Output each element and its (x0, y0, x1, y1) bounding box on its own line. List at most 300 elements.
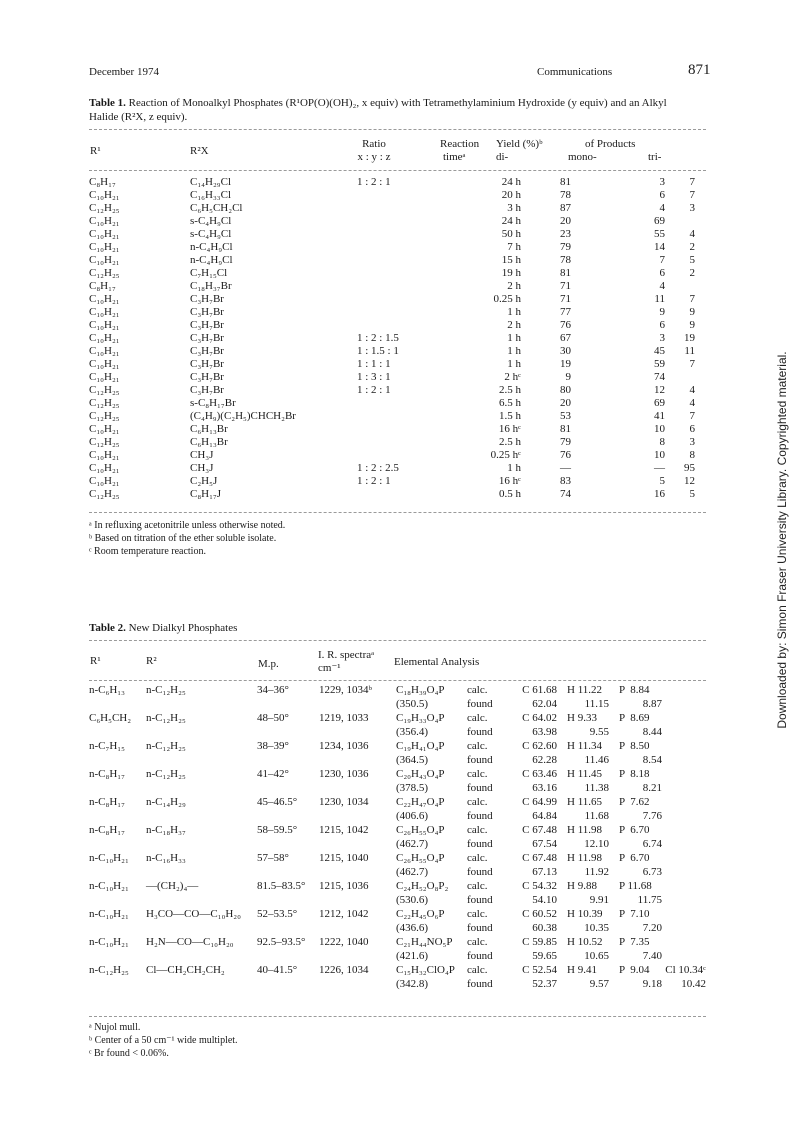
table2-body (89, 683, 706, 991)
t2-calc-x (662, 879, 706, 893)
t2-calc-p: P 8.69 (619, 712, 650, 724)
t2-formula: C₂₆H₅₅O₄P (396, 852, 445, 864)
table1-row (89, 423, 695, 436)
t1-ratio: 1 : 2 : 2.5 (357, 462, 399, 474)
table1-row (89, 280, 695, 293)
t2-calc-c: C 67.48 (522, 852, 557, 864)
t2-calc-label: calc. (467, 740, 488, 752)
table2-row-calc (89, 711, 706, 725)
t1-time: 2 h (507, 319, 521, 331)
table1-header-time: timeᵃ (443, 151, 466, 163)
t2-found-h: 11.68 (584, 810, 609, 822)
t1-r2x: C₁₆H₃₃Cl (190, 189, 232, 201)
table2-footnote-b: ᵇ Center of a 50 cm⁻¹ wide multiplet. (89, 1035, 238, 1046)
t1-tri: 11 (684, 345, 695, 357)
t1-r2x: C₃H₇Br (190, 332, 224, 344)
t1-mono: 16 (654, 488, 665, 500)
t2-blank (319, 977, 396, 991)
t1-mono: 69 (654, 215, 665, 227)
t1-tri: 6 (689, 423, 695, 435)
running-header-section: Communications (537, 66, 613, 78)
t1-tri (665, 371, 695, 384)
t2-ir: 1222, 1040 (319, 936, 369, 948)
t2-blank (257, 809, 319, 823)
t2-found-p: 7.40 (642, 950, 662, 962)
table2-row-calc (89, 879, 706, 893)
t1-di: 81 (560, 423, 571, 435)
t1-di: 79 (560, 436, 571, 448)
t2-calc-x (662, 683, 706, 697)
t2-calc-x (662, 795, 706, 809)
t1-r2x: C₃H₇Br (190, 293, 224, 305)
t1-tri: 7 (689, 176, 695, 188)
table1-row (89, 241, 695, 254)
t2-formula: C₂₄H₅₂O₈P₂ (396, 880, 449, 892)
table1-row (89, 267, 695, 280)
t1-ratio (335, 410, 461, 423)
t2-calc-label: calc. (467, 684, 488, 696)
t1-di: 76 (560, 319, 571, 331)
t2-found-label: found (467, 698, 493, 710)
t1-time: 2.5 h (499, 436, 521, 448)
t1-r1: C₁₂H₂₅ (89, 397, 120, 409)
t1-tri: 4 (689, 384, 695, 396)
t1-tri: 3 (689, 436, 695, 448)
t2-r2: n-C₁₈H₃₇ (146, 824, 186, 836)
t1-r2x: s-C₈H₁₇Br (190, 397, 236, 409)
t2-found-x (662, 865, 706, 879)
t2-r1: n-C₁₀H₂₁ (89, 852, 129, 864)
t1-time: 3 h (507, 202, 521, 214)
t2-mp: 34–36° (257, 684, 289, 696)
t1-di: 87 (560, 202, 571, 214)
t2-blank (146, 921, 257, 935)
t2-blank (146, 837, 257, 851)
t1-r1: C₁₀H₂₁ (89, 462, 120, 474)
t2-mw: (436.6) (396, 922, 429, 934)
t2-found-label: found (467, 894, 493, 906)
t1-r1: C₈H₁₇ (89, 176, 116, 188)
t2-found-x (662, 781, 706, 795)
t2-blank (257, 753, 319, 767)
t1-time: 20 h (501, 189, 521, 201)
t1-time: 2 hᶜ (504, 371, 521, 383)
t2-mp: 38–39° (257, 740, 289, 752)
t2-blank (146, 697, 257, 711)
t2-calc-x: Cl 10.34ᶜ (665, 964, 706, 976)
t2-formula: C₂₀H₄₃O₄P (396, 768, 445, 780)
t2-ir: 1230, 1036 (319, 768, 369, 780)
t2-blank (89, 893, 146, 907)
t2-found-x: 10.42 (681, 978, 706, 990)
table1-footnote-b: ᵇ Based on titration of the ether soluble isolate. (89, 533, 277, 544)
t1-r2x: s-C₄H₉Cl (190, 228, 232, 240)
t1-di: 81 (560, 176, 571, 188)
t1-ratio: 1 : 1.5 : 1 (357, 345, 399, 357)
t2-blank (319, 809, 396, 823)
t2-found-p: 8.21 (642, 782, 662, 794)
t2-blank (146, 809, 257, 823)
t2-found-label: found (467, 810, 493, 822)
t1-ratio: 1 : 2 : 1 (357, 384, 391, 396)
t2-calc-label: calc. (467, 768, 488, 780)
table2-caption (89, 622, 237, 635)
t2-found-p: 8.54 (642, 754, 662, 766)
t1-di: 78 (560, 189, 571, 201)
t2-blank (89, 949, 146, 963)
t1-r2x: C₃H₇Br (190, 358, 224, 370)
t2-formula: C₁₉H₃₃O₄P (396, 712, 445, 724)
t1-time: 1.5 h (499, 410, 521, 422)
t1-mono: 4 (659, 202, 665, 214)
t2-mw: (530.6) (396, 894, 429, 906)
t2-mp: 92.5–93.5° (257, 936, 306, 948)
table1-row (89, 371, 695, 384)
table2-row-found (89, 781, 706, 795)
t2-calc-h: H 9.33 (567, 712, 597, 724)
t1-r1: C₈H₁₇ (89, 280, 116, 292)
t1-r1: C₁₀H₂₁ (89, 228, 120, 240)
t1-di: 83 (560, 475, 571, 487)
t1-r1: C₁₂H₂₅ (89, 384, 120, 396)
t1-tri: 9 (689, 306, 695, 318)
t2-r1: C₆H₅CH₂ (89, 712, 132, 724)
t2-calc-c: C 63.46 (522, 768, 557, 780)
t2-found-c: 67.13 (532, 866, 557, 878)
t1-ratio (335, 488, 461, 501)
table1-row (89, 332, 695, 345)
table1-header-reaction: Reaction (440, 138, 480, 150)
table1-footnote-a: ᵃ In refluxing acetonitrile unless otherwise noted. (89, 520, 286, 531)
t1-time: 1 h (507, 332, 521, 344)
t2-blank (257, 921, 319, 935)
t1-r1: C₁₂H₂₅ (89, 410, 120, 422)
t1-di: 71 (560, 280, 571, 292)
t1-r1: C₁₀H₂₁ (89, 358, 120, 370)
t2-found-c: 67.54 (532, 838, 557, 850)
t2-calc-c: C 64.02 (522, 712, 557, 724)
t2-calc-label: calc. (467, 880, 488, 892)
t1-time: 0.5 h (499, 488, 521, 500)
t1-r2x: CH₃J (190, 462, 214, 474)
t1-r1: C₁₀H₂₁ (89, 254, 120, 266)
t1-r2x: CH₃J (190, 449, 214, 461)
t1-ratio (335, 228, 461, 241)
table2-row-calc (89, 907, 706, 921)
t2-blank (319, 697, 396, 711)
t2-found-x (662, 921, 706, 935)
table1-row (89, 462, 695, 475)
t1-time: 2 h (507, 280, 521, 292)
table2-row-found (89, 893, 706, 907)
t2-found-h: 9.55 (589, 726, 609, 738)
table2-header-r2: R² (146, 655, 157, 667)
table1-header-ratio: Ratio (362, 138, 386, 150)
t2-calc-p: P 7.62 (619, 796, 650, 808)
table1-row (89, 293, 695, 306)
table1-row (89, 475, 695, 488)
table2-label: Table 2. (89, 622, 126, 634)
t1-time: 16 hᶜ (498, 475, 521, 487)
t1-tri: 7 (689, 358, 695, 370)
t2-formula: C₂₆H₅₅O₄P (396, 824, 445, 836)
table1-row (89, 488, 695, 501)
t1-r2x: C₆H₁₃Br (190, 436, 228, 448)
t1-r2x: C₁₈H₃₇Br (190, 280, 232, 292)
t1-r2x: n-C₄H₉Cl (190, 254, 233, 266)
t2-blank (257, 893, 319, 907)
t1-r2x: C₃H₇Br (190, 371, 224, 383)
t2-r1: n-C₈H₁₇ (89, 824, 125, 836)
t1-ratio (335, 436, 461, 449)
table1-top-rule (89, 129, 706, 130)
t2-blank (146, 893, 257, 907)
table1-row (89, 410, 695, 423)
table2-row-found (89, 837, 706, 851)
t2-r2: n-C₁₂H₂₅ (146, 684, 186, 696)
t2-calc-p: P 6.70 (619, 824, 650, 836)
t2-blank (89, 837, 146, 851)
t2-found-p: 8.44 (642, 726, 662, 738)
t1-di: 77 (560, 306, 571, 318)
t2-r2: n-C₁₆H₃₃ (146, 852, 186, 864)
t2-found-label: found (467, 838, 493, 850)
t1-r1: C₁₀H₂₁ (89, 332, 120, 344)
table2-bottom-rule (89, 1016, 706, 1017)
t2-calc-p: P 8.18 (619, 768, 650, 780)
table1-row (89, 228, 695, 241)
t2-found-c: 52.37 (532, 978, 557, 990)
t2-blank (319, 837, 396, 851)
t1-ratio: 1 : 1 : 1 (357, 358, 391, 370)
t2-found-x (662, 809, 706, 823)
t2-r1: n-C₈H₁₇ (89, 768, 125, 780)
table1-body (89, 176, 695, 501)
t2-calc-h: H 10.52 (567, 936, 603, 948)
t2-calc-p: P 7.35 (619, 936, 650, 948)
t1-mono: 9 (659, 306, 665, 318)
t1-tri: 19 (684, 332, 695, 344)
t1-time: 15 h (501, 254, 521, 266)
t2-calc-p: P 9.04 (619, 964, 650, 976)
t1-di: 76 (560, 449, 571, 461)
table2-footnote-c: ᶜ Br found < 0.06%. (89, 1048, 169, 1059)
t1-di: 71 (560, 293, 571, 305)
t1-time: 1 h (507, 345, 521, 357)
t2-found-c: 59.65 (532, 950, 557, 962)
t2-calc-x (662, 739, 706, 753)
t1-time: 24 h (501, 215, 521, 227)
t2-calc-x (662, 851, 706, 865)
t2-blank (146, 977, 257, 991)
t2-ir: 1229, 1034ᵇ (319, 684, 372, 696)
t2-ir: 1215, 1036 (319, 880, 369, 892)
running-header-date: December 1974 (89, 66, 159, 78)
t2-r2: Cl—CH₂CH₂CH₂ (146, 964, 225, 976)
t1-tri: 4 (689, 397, 695, 409)
table2-row-calc (89, 851, 706, 865)
t2-ir: 1219, 1033 (319, 712, 369, 724)
t2-found-p: 7.76 (642, 810, 662, 822)
t2-found-p: 9.18 (642, 978, 662, 990)
t2-mw: (406.6) (396, 810, 429, 822)
table1-header-r1: R¹ (90, 145, 101, 157)
t2-found-p: 11.75 (637, 894, 662, 906)
t2-blank (319, 949, 396, 963)
t2-r1: n-C₇H₁₅ (89, 740, 125, 752)
t1-time: 0.25 hᶜ (490, 449, 521, 461)
t2-blank (146, 725, 257, 739)
t1-r2x: C₂H₅J (190, 475, 218, 487)
t2-calc-label: calc. (467, 712, 488, 724)
table1-row (89, 358, 695, 371)
t1-r1: C₁₀H₂₁ (89, 345, 120, 357)
table2-row-found (89, 753, 706, 767)
t2-calc-label: calc. (467, 908, 488, 920)
t2-calc-c: C 64.99 (522, 796, 557, 808)
t1-ratio: 1 : 3 : 1 (357, 371, 391, 383)
t2-formula: C₂₂H₄₅O₆P (396, 908, 445, 920)
t1-time: 1 h (507, 462, 521, 474)
t1-ratio (335, 449, 461, 462)
t2-mp: 58–59.5° (257, 824, 298, 836)
t1-mono: 8 (659, 436, 665, 448)
t2-found-label: found (467, 866, 493, 878)
t2-calc-c: C 54.32 (522, 880, 557, 892)
t1-tri: 3 (689, 202, 695, 214)
t2-r2: n-C₁₂H₂₅ (146, 712, 186, 724)
table1-row (89, 254, 695, 267)
t2-calc-c: C 61.68 (522, 684, 557, 696)
t1-mono: 7 (659, 254, 665, 266)
table2-row-found (89, 865, 706, 879)
t1-ratio (335, 319, 461, 332)
table2-header-ir-unit: cm⁻¹ (318, 662, 341, 674)
t2-mp: 45–46.5° (257, 796, 298, 808)
t2-mp: 48–50° (257, 712, 289, 724)
t2-found-c: 60.38 (532, 922, 557, 934)
table2-row-calc (89, 935, 706, 949)
t1-time: 2.5 h (499, 384, 521, 396)
t2-blank (319, 753, 396, 767)
t2-r2: H₂N—CO—C₁₀H₂₀ (146, 936, 234, 948)
t2-ir: 1226, 1034 (319, 964, 369, 976)
t2-blank (257, 697, 319, 711)
t2-r1: n-C₁₀H₂₁ (89, 908, 129, 920)
t2-blank (257, 865, 319, 879)
t1-tri: 7 (689, 189, 695, 201)
t2-calc-x (662, 907, 706, 921)
t1-tri: 8 (689, 449, 695, 461)
t1-r1: C₁₂H₂₅ (89, 202, 120, 214)
t2-calc-p: P 11.68 (619, 880, 652, 892)
t2-blank (146, 753, 257, 767)
t1-time: 6.5 h (499, 397, 521, 409)
t2-mw: (350.5) (396, 698, 429, 710)
t1-ratio: 1 : 2 : 1 (357, 475, 391, 487)
t2-blank (257, 725, 319, 739)
t1-ratio (335, 306, 461, 319)
t2-formula: C₁₈H₃₉O₄P (396, 684, 445, 696)
t1-r2x: (C₄H₉)(C₂H₅)CHCH₂Br (190, 410, 296, 422)
t2-found-c: 64.84 (532, 810, 557, 822)
t2-blank (319, 725, 396, 739)
t1-time: 1 h (507, 306, 521, 318)
t2-found-h: 11.15 (584, 698, 609, 710)
t1-mono: 12 (654, 384, 665, 396)
t2-calc-label: calc. (467, 796, 488, 808)
t2-calc-h: H 11.65 (567, 796, 603, 808)
t2-blank (319, 921, 396, 935)
table1-label: Table 1. (89, 97, 126, 109)
t2-blank (146, 781, 257, 795)
t2-blank (89, 781, 146, 795)
table1-row (89, 319, 695, 332)
t2-found-x (662, 753, 706, 767)
t2-mp: 40–41.5° (257, 964, 298, 976)
t2-calc-p: P 8.84 (619, 684, 650, 696)
t2-found-c: 54.10 (532, 894, 557, 906)
t2-found-x (662, 837, 706, 851)
table1-header-di: di- (496, 151, 509, 163)
t2-mw: (462.7) (396, 866, 429, 878)
t2-found-c: 62.28 (532, 754, 557, 766)
table1-row (89, 176, 695, 189)
t2-calc-p: P 7.10 (619, 908, 650, 920)
t2-found-h: 11.38 (584, 782, 609, 794)
t2-r2: —(CH₂)₄— (146, 880, 199, 892)
t2-mw: (378.5) (396, 782, 429, 794)
t2-found-label: found (467, 922, 493, 934)
t2-calc-x (662, 823, 706, 837)
t2-found-c: 63.16 (532, 782, 557, 794)
t2-mw: (364.5) (396, 754, 429, 766)
t2-blank (89, 977, 146, 991)
t1-mono: 3 (659, 332, 665, 344)
t2-mp: 41–42° (257, 768, 289, 780)
t2-found-p: 7.20 (642, 922, 662, 934)
t1-time: 0.25 h (493, 293, 521, 305)
t2-blank (146, 949, 257, 963)
t1-di: 53 (560, 410, 571, 422)
t2-found-h: 10.35 (584, 922, 609, 934)
t2-ir: 1230, 1034 (319, 796, 369, 808)
t2-calc-x (662, 767, 706, 781)
t1-ratio (335, 397, 461, 410)
table1-row (89, 189, 695, 202)
t1-r1: C₁₀H₂₁ (89, 189, 120, 201)
t2-calc-c: C 60.52 (522, 908, 557, 920)
t1-tri: 95 (684, 462, 695, 474)
t2-calc-h: H 9.41 (567, 964, 597, 976)
t2-calc-c: C 52.54 (522, 964, 557, 976)
table2-row-calc (89, 683, 706, 697)
t1-tri: 5 (689, 488, 695, 500)
t1-time: 24 h (501, 176, 521, 188)
t2-found-p: 6.73 (642, 866, 662, 878)
t2-mw: (462.7) (396, 838, 429, 850)
t2-blank (89, 865, 146, 879)
t2-calc-h: H 11.34 (567, 740, 603, 752)
t1-mono: 3 (659, 176, 665, 188)
t1-ratio (335, 267, 461, 280)
table1-row (89, 215, 695, 228)
t2-found-h: 9.91 (589, 894, 609, 906)
t2-blank (89, 809, 146, 823)
t1-r2x: C₇H₁₅Cl (190, 267, 228, 279)
t1-mono: 10 (654, 449, 665, 461)
t1-ratio (335, 423, 461, 436)
